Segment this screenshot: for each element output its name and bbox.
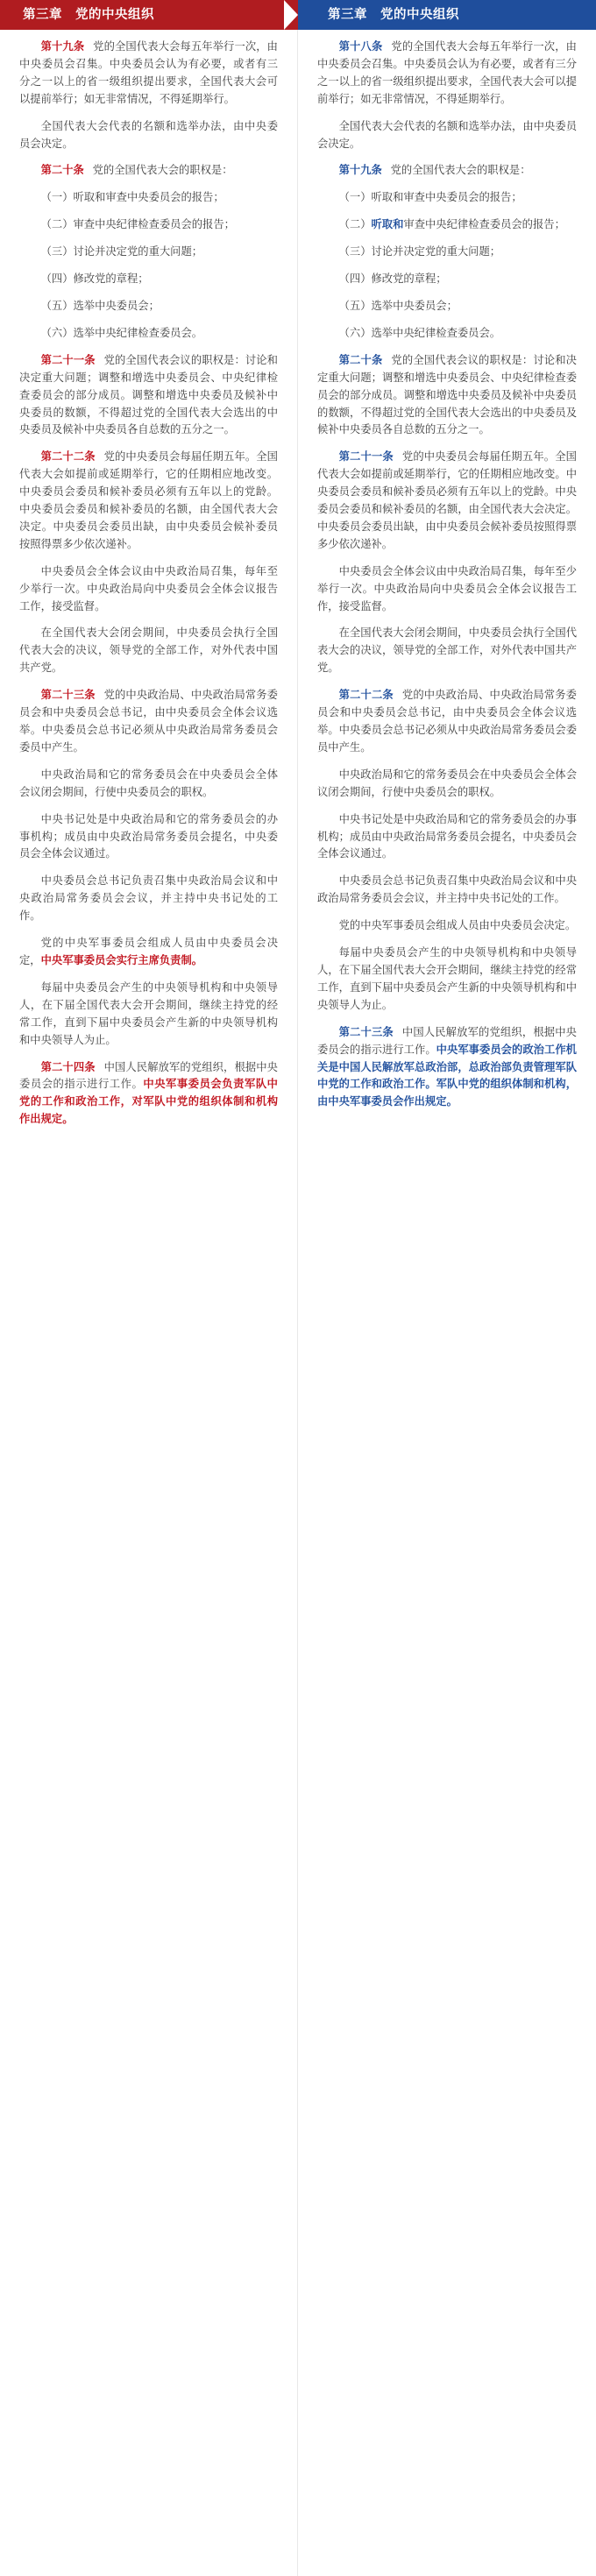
- paragraph-text: 党的中央委员会每届任期五年。全国代表大会如提前或延期举行，它的任期相应地改变。中央委员会委员和候补委员必须有五年以上的党龄。中央委员会委员和候补委员的名额，由全国代表大会决定。中央委员会委员出缺，由中央委员会候补委员按照得票多少依次递补。: [317, 450, 577, 550]
- article-number: 第十八条: [338, 40, 383, 53]
- article-number: 第二十二条: [338, 689, 394, 702]
- paragraph: [317, 917, 577, 935]
- paragraph: [317, 162, 577, 180]
- paragraph: [19, 873, 278, 925]
- paragraph: [317, 271, 577, 288]
- paragraph-text: （五）选举中央委员会；: [40, 299, 160, 312]
- paragraph-text: 在全国代表大会闭会期间，中央委员会执行全国代表大会的决议，领导党的全部工作，对外代表中国共产党。: [317, 626, 577, 675]
- paragraph-text: 全国代表大会代表的名额和选举办法，由中央委员会决定。: [317, 119, 577, 150]
- highlighted-text: 中央军事委员会负责军队中党的工作和政治工作，对军队中党的组织体制和机构作出规定。: [19, 1078, 278, 1126]
- right-chapter-title: 第三章 党的中央组织: [328, 8, 459, 22]
- article-number: 第二十一条: [338, 450, 394, 464]
- paragraph: [19, 298, 278, 315]
- paragraph: [317, 563, 577, 616]
- paragraph: [19, 162, 278, 180]
- paragraph-text: 党的全国代表大会每五年举行一次，由中央委员会召集。中央委员会认为有必要，或者有三分之一以上的省一级组织提出要求，全国代表大会可以提前举行；如无非常情况，不得延期举行。: [19, 40, 278, 105]
- article-number: 第二十四条: [40, 1060, 96, 1073]
- paragraph: [317, 945, 577, 1015]
- paragraph-text: 党的中央政治局、中央政治局常务委员会和中央委员会总书记，由中央委员会全体会议选举。中央委员会总书记必须从中央政治局常务委员会委员中产生。: [317, 689, 577, 754]
- paragraph-text: 中央书记处是中央政治局和它的常务委员会的办事机构；成员由中央政治局常务委员会提名，中央委员会全体会议通过。: [19, 812, 278, 860]
- paragraph-text: 党的全国代表会议的职权是：讨论和决定重大问题；调整和增选中央委员会、中央纪律检查委员会的部分成员。调整和增选中央委员及候补中央委员的数额，不得超过党的全国代表大会选出的中央委员及候补中央委员各自总数的五分之一。: [317, 353, 577, 436]
- paragraph: [19, 244, 278, 261]
- paragraph-text: 党的全国代表大会每五年举行一次，由中央委员会召集。中央委员会认为有必要，或者有三分之一以上的省一级组织提出要求，全国代表大会可以提前举行；如无非常情况，不得延期举行。: [317, 40, 577, 105]
- paragraph-text: 中央委员会总书记负责召集中央政治局会议和中央政治局常务委员会会议，并主持中央书记处的工作。: [19, 874, 278, 923]
- paragraph-text: （四）修改党的章程；: [40, 272, 149, 286]
- paragraph: [317, 352, 577, 440]
- article-number: 第二十三条: [40, 689, 96, 702]
- highlighted-text: 中央军事委员会实行主席负责制。: [40, 953, 203, 966]
- paragraph-text: 党的中央军事委员会组成人员由中央委员会决定。: [338, 919, 577, 932]
- paragraph: [317, 1024, 577, 1112]
- paragraph: [19, 767, 278, 802]
- paragraph: [19, 811, 278, 864]
- paragraph-text: 党的中央委员会每届任期五年。全国代表大会如提前或延期举行，它的任期相应地改变。中央委员会委员和候补委员必须有五年以上的党龄。中央委员会委员和候补委员的名额，由全国代表大会决定。中央委员会委员出缺，由中央委员会候补委员按照得票多少依次递补。: [19, 450, 278, 550]
- paragraph-text: （六）选举中央纪律检查委员会。: [338, 326, 501, 339]
- paragraph: [317, 811, 577, 864]
- article-number: 第二十条: [40, 164, 84, 177]
- highlighted-text: 中央军事委员会的政治工作机关是中国人民解放军总政治部，总政治部负责管理军队中党的工作和政治工作。军队中党的组织体制和机构，由中央军事委员会作出规定。: [317, 1043, 577, 1108]
- paragraph-text: （二）审查中央纪律检查委员会的报告；: [40, 218, 235, 231]
- paragraph: [19, 687, 278, 757]
- paragraph-text: 党的全国代表会议的职权是：讨论和决定重大问题；调整和增选中央委员会、中央纪律检查委员会的部分成员。调整和增选中央委员及候补中央委员的数额，不得超过党的全国代表大会选出的中央委员及候补中央委员各自总数的五分之一。: [19, 353, 278, 436]
- paragraph-text: 党的全国代表大会的职权是：: [92, 164, 233, 177]
- paragraph-text: 在全国代表大会闭会期间，中央委员会执行全国代表大会的决议，领导党的全部工作，对外代表中国共产党。: [19, 626, 278, 675]
- paragraph: [19, 625, 278, 677]
- article-number: 第十九条: [40, 40, 85, 53]
- paragraph-text: 中央政治局和它的常务委员会在中央委员会全体会议闭会期间，行使中央委员会的职权。: [19, 768, 278, 798]
- paragraph-text: （一）听取和审查中央委员会的报告；: [338, 191, 522, 204]
- paragraph-text: （三）讨论并决定党的重大问题；: [40, 245, 203, 258]
- paragraph: [317, 325, 577, 343]
- paragraph: [19, 980, 278, 1050]
- paragraph: [317, 118, 577, 153]
- paragraph-text: 每届中央委员会产生的中央领导机构和中央领导人，在下届全国代表大会开会期间，继续主持党的经常工作，直到下届中央委员会产生新的中央领导机构和中央领导人为止。: [19, 980, 278, 1046]
- article-number: 第十九条: [338, 164, 382, 177]
- paragraph-text: （二）: [338, 218, 372, 231]
- paragraph: [317, 449, 577, 553]
- paragraph-text-continued: 审查中央纪律检查委员会的报告；: [403, 218, 565, 231]
- paragraph-text: 中国人民解放军的党组织，根据中央委员会的指示进行工作。: [317, 1025, 577, 1056]
- paragraph: [317, 687, 577, 757]
- left-header-chevron-icon: [284, 0, 298, 30]
- paragraph: [317, 216, 577, 234]
- paragraph: [19, 271, 278, 288]
- paragraph-text: （五）选举中央委员会；: [338, 299, 458, 312]
- paragraph: [317, 873, 577, 908]
- paragraph: [317, 298, 577, 315]
- paragraph-text: （一）听取和审查中央委员会的报告；: [40, 191, 224, 204]
- paragraph-text: 中央书记处是中央政治局和它的常务委员会的办事机构；成员由中央政治局常务委员会提名，中央委员会全体会议通过。: [317, 812, 577, 860]
- paragraph: [19, 325, 278, 343]
- paragraph-text: 党的中央军事委员会组成人员由中央委员会决定，: [19, 937, 278, 966]
- paragraph-text: （四）修改党的章程；: [338, 272, 447, 286]
- left-column-header: [0, 0, 298, 30]
- paragraph-text: 党的全国代表大会的职权是：: [390, 164, 531, 177]
- paragraph: [317, 767, 577, 802]
- paragraph: [19, 449, 278, 553]
- right-column: [298, 0, 596, 2576]
- paragraph: [19, 216, 278, 234]
- paragraph-text: 每届中央委员会产生的中央领导机构和中央领导人，在下届全国代表大会开会期间，继续主持党的经常工作，直到下届中央委员会产生新的中央领导机构和中央领导人为止。: [317, 946, 577, 1011]
- right-column-header: [298, 0, 596, 30]
- paragraph-text: 中央委员会全体会议由中央政治局召集，每年至少举行一次。中央政治局向中央委员会全体会议报告工作，接受监督。: [19, 564, 278, 612]
- highlighted-text: 听取和: [371, 218, 404, 231]
- paragraph-text: 党的中央政治局、中央政治局常务委员会和中央委员会总书记，由中央委员会全体会议选举。中央委员会总书记必须从中央政治局常务委员会委员中产生。: [19, 689, 278, 754]
- paragraph: [317, 244, 577, 261]
- left-chapter-title: 第三章 党的中央组织: [23, 8, 154, 22]
- article-number: 第二十三条: [338, 1025, 394, 1038]
- paragraph: [19, 189, 278, 207]
- paragraph: [317, 39, 577, 109]
- left-column-body: [0, 30, 297, 1129]
- article-number: 第二十一条: [40, 353, 96, 366]
- right-column-body: [298, 30, 596, 1111]
- paragraph: [317, 189, 577, 207]
- paragraph: [19, 935, 278, 970]
- paragraph-text: （三）讨论并决定党的重大问题；: [338, 245, 501, 258]
- paragraph: [19, 39, 278, 109]
- paragraph: [19, 1059, 278, 1129]
- paragraph-text: 全国代表大会代表的名额和选举办法，由中央委员会决定。: [19, 119, 278, 150]
- paragraph: [19, 118, 278, 153]
- paragraph-text: 中国人民解放军的党组织，根据中央委员会的指示进行工作。: [19, 1060, 278, 1091]
- paragraph-text: （六）选举中央纪律检查委员会。: [40, 326, 203, 339]
- paragraph-text: 中央委员会总书记负责召集中央政治局会议和中央政治局常务委员会会议，并主持中央书记处的工作。: [317, 874, 577, 905]
- paragraph: [19, 563, 278, 616]
- paragraph: [317, 625, 577, 677]
- article-number: 第二十二条: [40, 450, 96, 464]
- paragraph: [19, 352, 278, 440]
- paragraph-text: 中央委员会全体会议由中央政治局召集，每年至少举行一次。中央政治局向中央委员会全体会议报告工作，接受监督。: [317, 564, 577, 612]
- article-number: 第二十条: [338, 353, 383, 366]
- paragraph-text: 中央政治局和它的常务委员会在中央委员会全体会议闭会期间，行使中央委员会的职权。: [317, 768, 577, 798]
